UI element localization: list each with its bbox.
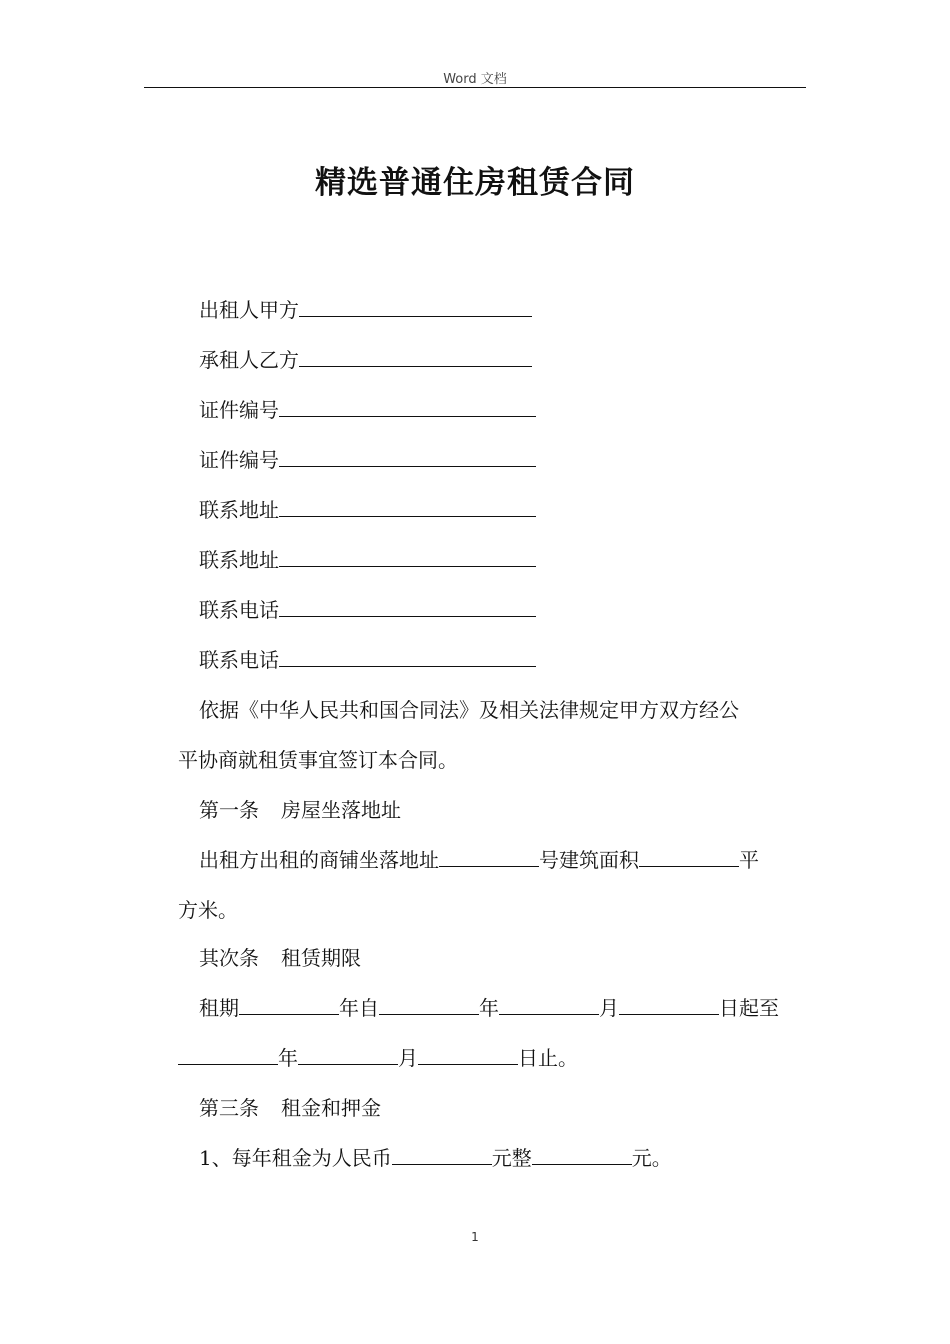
fill-blank [279, 446, 536, 467]
field-phone-2 [199, 646, 536, 674]
fill-blank [239, 994, 339, 1015]
article-3-heading [199, 1094, 381, 1122]
text-segment: 元。 [631, 1146, 672, 1170]
intro-line-1: 依据《中华人民共和国合同法》及相关法律规定甲方双方经公 [199, 698, 739, 722]
field-phone-1 [199, 596, 536, 624]
fill-blank [499, 994, 599, 1015]
field-id-number-1 [199, 396, 536, 424]
text-segment: 平 [739, 848, 759, 872]
text-segment: 年 [278, 1046, 298, 1070]
text-segment: 出租方出租的商铺坐落地址 [199, 848, 439, 872]
fill-blank [279, 396, 536, 417]
fill-blank [619, 994, 719, 1015]
field-label: 联系电话 [199, 598, 279, 622]
text-segment: 租期 [199, 996, 239, 1020]
field-address-1 [199, 496, 536, 524]
article-2-heading [199, 944, 361, 972]
text-segment: 元整 [491, 1146, 532, 1170]
field-label: 证件编号 [199, 398, 279, 422]
article-3-item-1 [199, 1144, 672, 1172]
field-address-2 [199, 546, 536, 574]
document-title: 精选普通住房租赁合同 [315, 165, 635, 201]
text-segment: 号建筑面积 [539, 848, 639, 872]
text-segment: 年自 [339, 996, 379, 1020]
intro-line-2: 平协商就租赁事宜签订本合同。 [178, 748, 458, 772]
field-label: 联系地址 [199, 548, 279, 572]
fill-blank [279, 646, 536, 667]
text-segment: 1、每年租金为人民币 [199, 1146, 392, 1170]
field-label: 出租人甲方 [199, 298, 299, 322]
page-header: Word 文档 [443, 72, 507, 87]
article-number: 第一条 [199, 798, 259, 822]
article-title: 租赁期限 [281, 946, 361, 970]
field-lessee [199, 346, 532, 374]
fill-blank [299, 296, 532, 317]
fill-blank [299, 346, 532, 367]
text-segment: 月 [398, 1046, 418, 1070]
article-number: 其次条 [199, 946, 259, 970]
fill-blank [298, 1044, 398, 1065]
fill-blank [439, 846, 539, 867]
article-title: 租金和押金 [281, 1096, 381, 1120]
fill-blank [639, 846, 739, 867]
fill-blank [279, 496, 536, 517]
article-1-line-2: 方米。 [178, 898, 238, 922]
header-rule [144, 87, 806, 88]
fill-blank [418, 1044, 518, 1065]
article-2-line-1 [199, 994, 779, 1022]
fill-blank [532, 1144, 632, 1165]
field-label: 联系地址 [199, 498, 279, 522]
article-1-heading [199, 796, 401, 824]
fill-blank [379, 994, 479, 1015]
text-segment: 日止。 [518, 1046, 578, 1070]
text-segment: 日起至 [719, 996, 779, 1020]
fill-blank [279, 546, 536, 567]
article-number: 第三条 [199, 1096, 259, 1120]
article-1-line-1 [199, 846, 759, 874]
article-2-line-2 [178, 1044, 578, 1072]
field-id-number-2 [199, 446, 536, 474]
text-segment: 年 [479, 996, 499, 1020]
fill-blank [178, 1044, 278, 1065]
field-label: 联系电话 [199, 648, 279, 672]
fill-blank [279, 596, 536, 617]
text-segment: 月 [599, 996, 619, 1020]
fill-blank [392, 1144, 492, 1165]
page-number: 1 [471, 1230, 479, 1244]
field-label: 证件编号 [199, 448, 279, 472]
field-label: 承租人乙方 [199, 348, 299, 372]
field-lessor [199, 296, 532, 324]
article-title: 房屋坐落地址 [281, 798, 401, 822]
